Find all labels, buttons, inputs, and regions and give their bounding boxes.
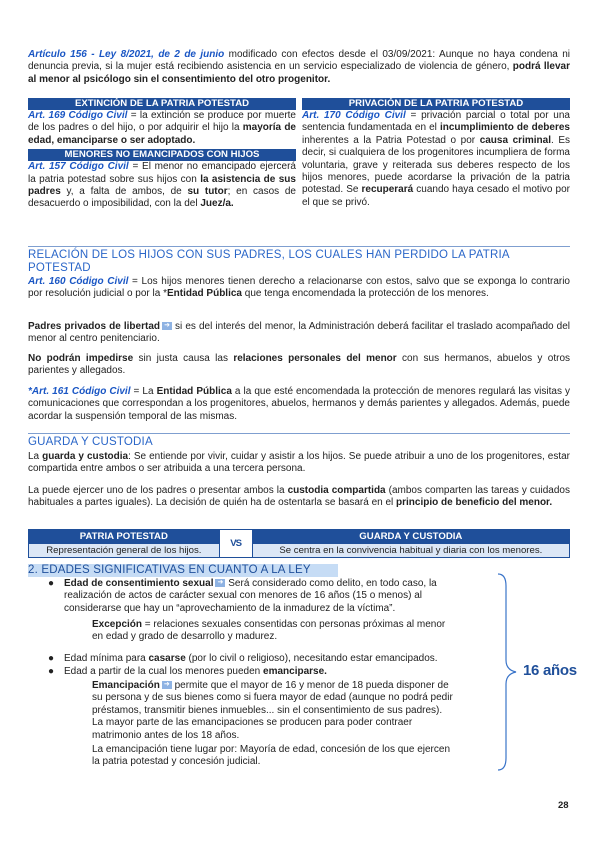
header-menores: MENORES NO EMANCIPADOS CON HIJOS: [28, 149, 296, 161]
right-column: [302, 98, 570, 209]
privacion-text-a: = privación parcial o total por una sentencia fundamentada en el: [302, 110, 570, 134]
ref-157: Art. 157 Código Civil: [28, 161, 129, 173]
intro-paragraph: [28, 49, 570, 86]
b2-a: Edad mínima para: [64, 653, 149, 664]
guarda-p1: [28, 451, 570, 476]
guarda-p2-bold: custodia compartida: [287, 485, 386, 496]
relacion-p1-bold: Entidad Pública: [166, 288, 242, 300]
b3-sub-text: permite que el mayor de 16 y menor de 18 pueda disponer de su persona y de sus bienes como si fuera mayor de edad (aunque no podrá pedir préstamos, transmitir bienes inmuebles... sin el consentimiento de sus padres). La mayor parte de las emancipaciones se producen para poder contraer matrimonio antes de los 18 años.: [92, 680, 453, 741]
relacion-p4: [28, 386, 570, 423]
intro-text: modificado con efectos desde el 03/09/2021: Aunque no haya condena ni denuncia previa, si la mujer está recibiendo asistencia en un servicio especializado de violencia de género,: [28, 49, 571, 73]
b1-bold: Edad de consentimiento sexual: [64, 578, 214, 589]
relacion-p2-bold: Padres privados de libertad: [28, 321, 160, 332]
vs-left-cell: Representación general de los hijos.: [29, 544, 220, 558]
b3-bold: emanciparse.: [263, 666, 327, 677]
menores-text: [28, 161, 296, 211]
bullet-icon: ●: [48, 578, 55, 589]
relacion-p2-text: si es del interés del menor, la Administración deberá facilitar el traslado acompañado del menor al centro penitenciario.: [28, 321, 570, 345]
page-number: 28: [558, 800, 569, 811]
extincion-text: [28, 110, 296, 147]
intro-ref: Artículo 156 - Ley 8/2021, de 2 de junio: [28, 49, 225, 60]
relacion-p3-bold2: relaciones personales del menor: [233, 353, 397, 364]
b1-text: Será considerado como delito, en todo caso, la realización de actos de carácter sexual con menores de 16 años (15 o menos) al considerarse que hay un “aprovechamiento de la inmadurez de la víctima”.: [64, 578, 437, 614]
edades-bullet-1: [64, 578, 456, 615]
ref-169: Art. 169 Código Civil: [28, 110, 128, 121]
relacion-p1-a: = Los hijos menores tienen derecho a relacionarse con estos, salvo que se exponga lo contrario por resolución judicial o por la *: [28, 276, 570, 300]
edades-b1-sub: [92, 619, 454, 644]
edades-bullet-3: [64, 666, 456, 678]
b2-bold: casarse: [148, 653, 186, 664]
divider: [28, 433, 570, 434]
guarda-p1-bold: guarda y custodia: [42, 451, 129, 462]
privacion-text-b: inherentes a la Patria Potestad o por: [302, 134, 480, 146]
section-title-guarda: GUARDA Y CUSTODIA: [28, 436, 153, 448]
vs-right-header: GUARDA Y CUSTODIA: [252, 530, 569, 544]
privacion-bold-a: incumplimiento de deberes: [439, 122, 570, 134]
guarda-p2: [28, 485, 570, 510]
arrow-right-icon: ➜: [162, 322, 172, 330]
divider: [28, 246, 570, 247]
privacion-text-c: . Es decir, si cualquiera de los progenitores incumpliera de forma voluntaria, grave y reiterada sus deberes respecto de los hijos menores, puede acordarse la privación de la patria potestad. Se: [302, 134, 570, 196]
relacion-p1-b: que tenga encomendada la protección de los menores.: [241, 288, 489, 300]
privacion-text-d: cuando haya cesado el motivo por el que se privó.: [302, 184, 570, 208]
guarda-p2-bold2: principio de beneficio del menor.: [396, 497, 553, 509]
vs-table: [28, 529, 570, 558]
section-title-edades: 2. EDADES SIGNIFICATIVAS EN CUANTO A LA LEY: [28, 564, 338, 577]
b1-sub-bold: Excepción: [92, 619, 143, 630]
left-column: [28, 98, 296, 211]
bracket-label: 16 años: [523, 662, 577, 679]
privacion-bold-c: recuperará: [361, 184, 414, 196]
vs-label: VS: [219, 530, 252, 558]
vs-right-cell: Se centra en la convivencia habitual y diaria con los menores.: [252, 544, 569, 558]
ref-160: Art. 160 Código Civil: [28, 276, 129, 287]
edades-bullet-2: [64, 653, 456, 665]
extincion-bold: mayoría de edad, emanciparse o ser adoptado.: [28, 122, 296, 146]
menores-bold-a: la asistencia de sus padres: [28, 173, 296, 198]
relacion-p4-b: a la que esté encomendada la protección de menores regulará las visitas y comunicaciones que correspondan a los progenitores, abuelos, hermanos y demás parientes y allegados. Además, puede acordar la suspensión temporal de las mismas.: [28, 386, 571, 422]
bullet-icon: ●: [48, 666, 55, 677]
menores-bold-b: su tutor: [187, 186, 228, 198]
edades-b3-sub2: La emancipación tiene lugar por: Mayoría de edad, concesión de los que ejercen la patria potestad y concesión judicial.: [92, 744, 451, 768]
guarda-p1-a: La: [28, 451, 43, 462]
relacion-p2: [28, 321, 570, 346]
relacion-p1: [28, 276, 570, 301]
b3-sub-bold: Emancipación: [92, 680, 160, 691]
extincion-text-a: = la extinción se produce por muerte de los padres o del hijo, o por adquirir el hijo la: [28, 110, 296, 134]
arrow-right-icon: ➜: [162, 681, 172, 689]
menores-text-c: ; en casos de desacuerdo o imposibilidad, con la del: [28, 186, 296, 210]
relacion-p3-a: sin justa causa las: [133, 353, 234, 364]
b3-a: Edad a partir de la cual los menores pueden: [64, 666, 264, 677]
edades-b3-sub: [92, 680, 454, 742]
header-extincion: EXTINCIÓN DE LA PATRIA POTESTAD: [28, 98, 296, 110]
intro-bold: podrá llevar al menor al psicólogo sin el consentimiento del otro progenitor.: [28, 61, 570, 85]
relacion-p4-bold: Entidad Pública: [156, 386, 232, 397]
vs-left-header: PATRIA POTESTAD: [29, 530, 220, 544]
guarda-p2-a: La puede ejercer uno de los padres o presentar ambos la: [28, 485, 288, 496]
guarda-p2-b: (ambos comparten las tareas y cuidados habituales a partes iguales). La decisión de quién ha de ostentarla se basará en el: [28, 485, 570, 509]
ref-170: Art. 170 Código Civil: [302, 110, 406, 121]
ref-161: *Art. 161 Código Civil: [28, 386, 131, 397]
guarda-p1-b: : Se entiende por vivir, cuidar y asistir a los hijos. Se puede atribuir a uno de los progenitores, estar compartida entre ambos o ser atribuida a una tercera persona.: [28, 451, 570, 475]
privacion-text: [302, 110, 570, 209]
arrow-right-icon: ➜: [215, 579, 225, 587]
section-title-relacion: RELACIÓN DE LOS HIJOS CON SUS PADRES, LOS CUALES HAN PERDIDO LA PATRIA POTESTAD: [28, 249, 510, 274]
menores-text-a: = El menor no emancipado ejercerá la patria potestad sobre sus hijos con: [28, 161, 296, 185]
b2-b: (por lo civil o religioso), necesitando estar emancipados.: [185, 653, 438, 664]
relacion-p3-bold: No podrán impedirse: [28, 353, 134, 364]
relacion-p4-a: = La: [130, 386, 157, 397]
menores-text-b: y, a falta de ambos, de: [60, 186, 188, 198]
privacion-bold-b: causa criminal: [479, 134, 551, 146]
relacion-p3-b: con sus hermanos, abuelos y otros parientes y allegados.: [28, 353, 571, 377]
b1-sub-text: = relaciones sexuales consentidas con personas próximas al menor en edad y grado de desarrollo y madurez.: [92, 619, 446, 643]
header-privacion: PRIVACIÓN DE LA PATRIA POTESTAD: [302, 98, 570, 110]
bullet-icon: ●: [48, 653, 55, 664]
right-brace-icon: [496, 572, 522, 772]
menores-bold-c: Juez/a.: [200, 198, 234, 210]
relacion-p3: [28, 353, 570, 378]
